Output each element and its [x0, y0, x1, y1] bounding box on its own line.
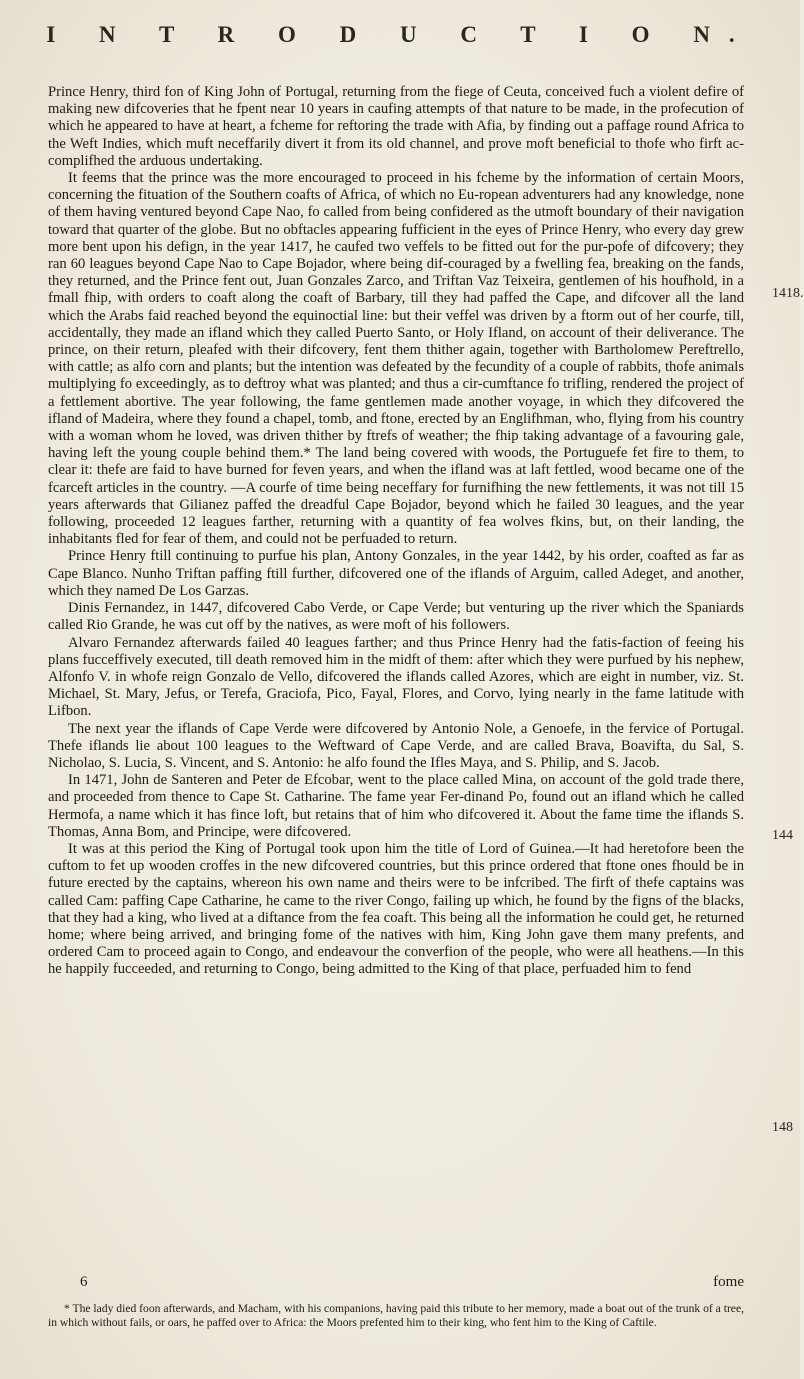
- paragraph-5: Alvaro Fernandez afterwards failed 40 leagues farther; and thus Prince Henry had the fatis-faction of feeing his plans fucceffively executed, till death removed him in the midft of them: after which they were purfued by his nephew, Alfonfo V. in whofe reign Gonzalo de Vello, difcovered the iflands called Azores, which are eight in number, viz. St. Michael, St. Mary, Jefus, or Terefa, Graciofa, Pico, Fayal, Flores, and Corvo, lying nearly in the fame latitude with Lifbon.: [48, 634, 744, 720]
- paragraph-8: It was at this period the King of Portugal took upon him the title of Lord of Guinea.—It had heretofore been the cuftom to fet up wooden croffes in the new difcovered countries, but this prince ordered that ftone ones fhould be in future erected by the captains, whereon his own name and theirs were to be infcribed. The firft of thefe captains was called Cam: paffing Cape Catharine, he came to the river Congo, failing up which, he found by the figns of the blacks, that they had a king, who lived at a diftance from the fea coaft. This being all the information he could get, he returned home; where being arrived, and bringing fome of the natives with him, King John gave them many prefents, and ordered Cam to proceed again to Congo, and endeavour the converfion of the people, who were all heathens.—In this he happily fucceeded, and returning to Congo, being admitted to the King of that place, perfuaded him to fend: [48, 840, 744, 978]
- paragraph-4: Dinis Fernandez, in 1447, difcovered Cabo Verde, or Cape Verde; but venturing up the river which the Spaniards called Rio Grande, he was cut off by the natives, as were moft of his followers.: [48, 600, 744, 634]
- paragraph-6: The next year the iflands of Cape Verde were difcovered by Antonio Nole, a Genoefe, in the fervice of Portugal. Thefe iflands lie about 100 leagues to the Weftward of Cape Verde, and are called Brava, Boavifta, du Sal, S. Nicholao, S. Lucia, S. Vincent, and S. Antonio: he alfo found the Ifles Maya, and S. Philip, and S. Jacob.: [48, 720, 744, 771]
- catchword: fome: [713, 1274, 744, 1290]
- body-text: [48, 84, 744, 979]
- paragraph-1: Prince Henry, third fon of King John of Portugal, returning from the fiege of Ceuta, conceived fuch a violent defire of making new difcoveries that he fpent near 10 years in caufing attempts of that nature to be made, in the profecution of which he appeared to have at heart, a fcheme for reftoring the trade with Afia, by finding out a paffage round Africa to the Weft Indies, which muft neceffarily divert it from its old channel, and prove moft beneficial to thofe who firft ac-complifhed the arduous undertaking.: [48, 84, 744, 169]
- paragraph-2: It feems that the prince was the more encouraged to proceed in his fcheme by the information of certain Moors, concerning the fituation of the Southern coafts of Africa, of which no Eu-ropean adventurers had any knowledge, none of them having ventured beyond Cape Nao, fo called from being confidered as the utmoft boundary of their navigation toward that quarter of the globe. But no obftacles appearing fufficient in the eyes of Prince Henry, who every day grew more bent upon his defign, in the year 1417, he caufed two veffels to be fitted out for the pur-pofe of difcovery; they ran 60 leagues beyond Cape Nao to Cape Bojador, where being dif-couraged by a fwelling fea, breaking on the fands, they returned, and the Prince fent out, Juan Gonzales Zarco, and Triftan Vaz Teixeira, gentlemen of his houfhold, in a fmall fhip, with orders to coaft along the coaft of Barbary, till they had paffed the Cape, and difcover all the land which the Arabs faid reached beyond the equinoctial line: but their veffel was driven by a ftorm out of her courfe, till, accidentally, they made an ifland which they called Puerto Santo, or Holy Ifland, on account of their deliverance. The prince, on their return, pleafed with their difcovery, fent them thither again, together with Bartholomew Pereftrello, with cattle; as alfo corn and plants; but the intention was defeated by the fecundity of a couple of rabbits, thofe animals multiplying fo exceedingly, as to deftroy what was planted; and thus a cir-cumftance fo trifling, rendered the project of a fettlement abortive. The year following, the fame gentlemen made another voyage, in which they difcovered the ifland of Madeira, where they found a chapel, tomb, and ftone, erected by an Englifhman, who, flying from his country with a woman whom he loved, was driven thither by ftrefs of weather; the fhip taking advantage of a favouring gale, having left the young couple behind them.* The land being covered with woods, the Portuguefe fet fire to them, to clear it: thefe are faid to have burned for feven years, and when the ifland was at laft fettled, wood became one of the fcarceft articles in the country. —A courfe of time being neceffary for furnifhing the new fettlements, it was not till 15 years afterwards that Gilianez paffed the dreadful Cape Bojador, beyond which he failed 30 leagues, and the year following, proceeded 12 leagues farther, returning with a quantity of fea wolves fkins, but, on their landing, the inhabitants fled for fear of them, and could not be perfuaded to return.: [48, 170, 744, 548]
- footnote: * The lady died foon afterwards, and Macham, with his companions, having paid this tribute to her memory, made a boat out of the trunk of a tree, in which without fails, or oars, he paffed over to Africa: the Moors prefented him to their king, who fent him to the King of Caftile.: [48, 1302, 744, 1329]
- margin-date-148: 148: [772, 1120, 793, 1135]
- paragraph-3: Prince Henry ftill continuing to purfue his plan, Antony Gonzales, in the year 1442, by his order, coafted as far as Cape Blanco. Nunho Triftan paffing ftill further, difcovered one of the iflands of Arguim, called Adeget, and another, which they named De Los Garzas.: [48, 548, 744, 599]
- signature-mark: 6: [80, 1274, 88, 1290]
- paragraph-7: In 1471, John de Santeren and Peter de Efcobar, went to the place called Mina, on account of the gold trade there, and proceeded from thence to Cape St. Catharine. The fame year Fer-dinand Po, found out an ifland which he called Hermofa, a name which it has fince loft, but retains that of him who difcovered it. About the fame time the iflands S. Thomas, Anna Bom, and Principe, were difcovered.: [48, 772, 744, 840]
- margin-date-144: 144: [772, 828, 793, 843]
- margin-date-1418: 1418.: [772, 286, 804, 301]
- running-head: I N T R O D U C T I O N.: [46, 22, 754, 47]
